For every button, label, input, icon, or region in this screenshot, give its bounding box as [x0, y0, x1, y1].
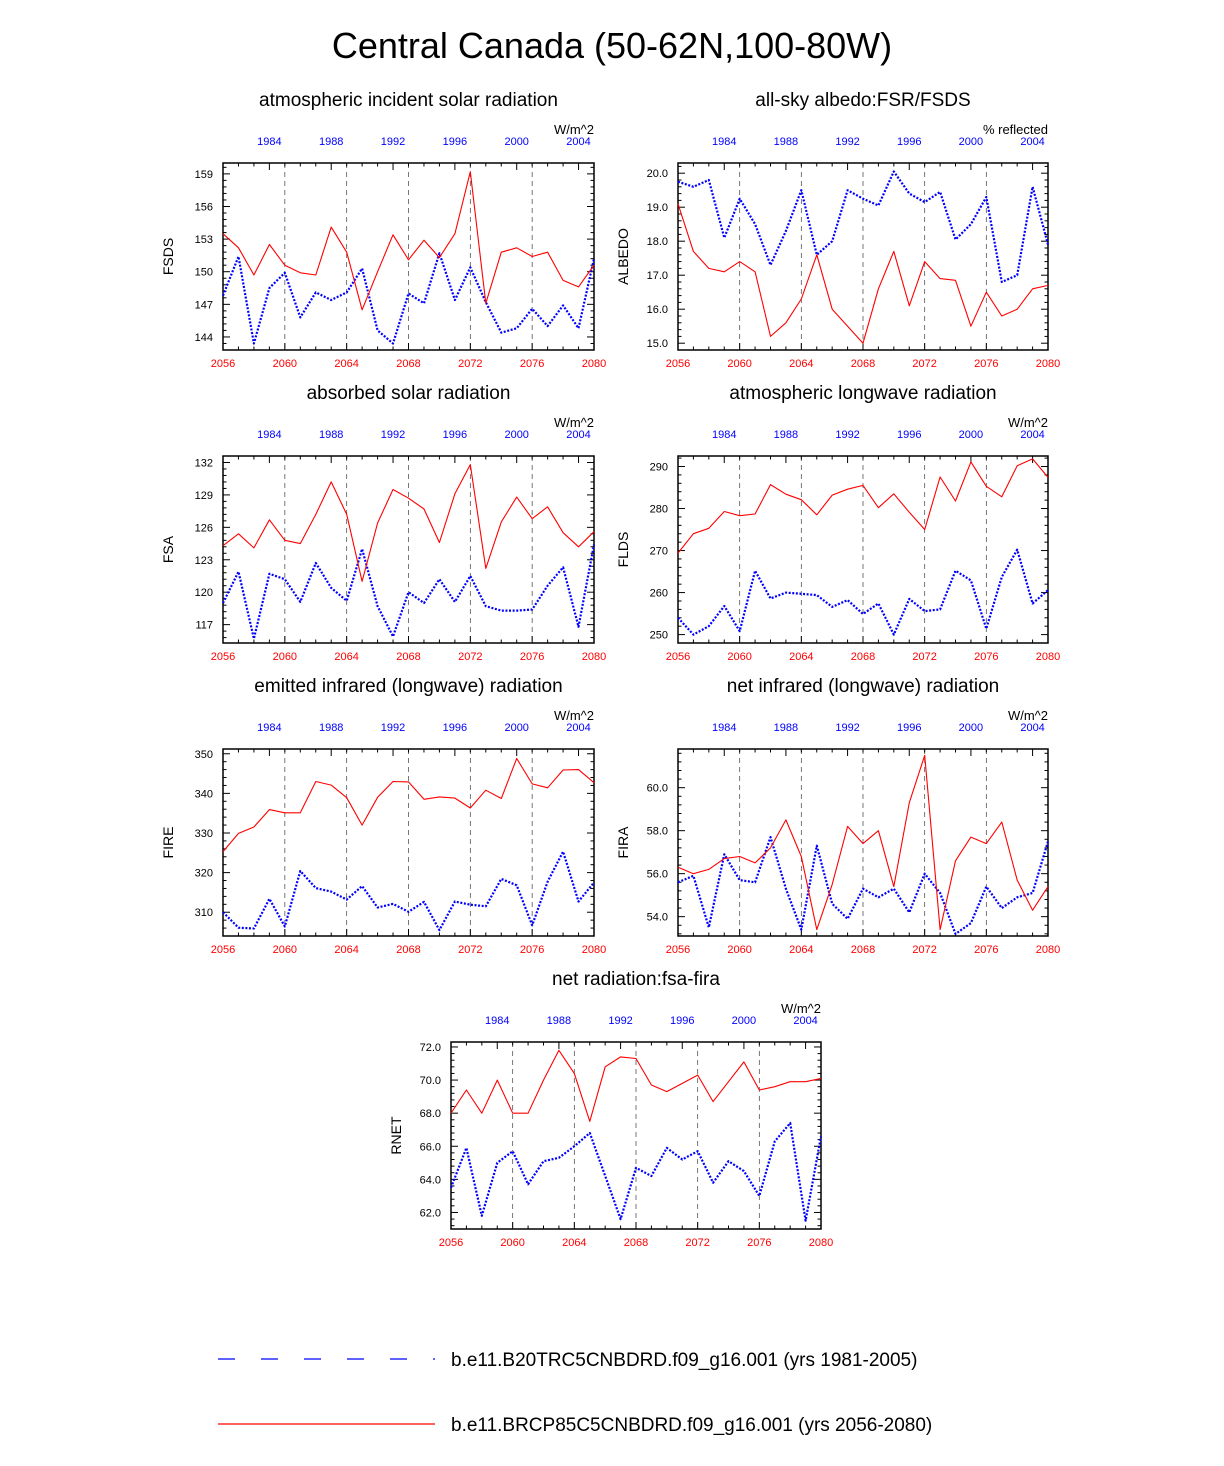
y-tick-label: 120 — [194, 587, 213, 600]
x-bottom-tick-label: 2076 — [974, 651, 999, 663]
y-tick-label: 123 — [194, 554, 213, 567]
x-top-tick-label: 1996 — [897, 136, 922, 148]
y-tick-label: 132 — [194, 457, 213, 470]
y-tick-label: 260 — [649, 587, 668, 600]
x-top-tick-label: 2000 — [958, 136, 984, 148]
y-axis-label: FIRA — [615, 826, 631, 859]
y-tick-label: 320 — [194, 867, 213, 880]
x-top-tick-label: 2004 — [1020, 136, 1045, 148]
y-tick-label: 126 — [194, 522, 213, 535]
x-bottom-tick-label: 2056 — [438, 1237, 464, 1249]
x-bottom-tick-label: 2060 — [272, 651, 298, 663]
y-tick-label: 56.0 — [646, 868, 668, 881]
x-bottom-tick-label: 2060 — [500, 1237, 525, 1249]
units-label: % reflected — [982, 122, 1048, 137]
panel-title: absorbed solar radiation — [306, 383, 511, 404]
x-bottom-tick-label: 2064 — [789, 358, 814, 370]
y-tick-label: 290 — [649, 461, 668, 474]
x-top-tick-label: 2000 — [504, 722, 529, 734]
x-bottom-tick-label: 2072 — [912, 651, 937, 663]
panel-rnet — [388, 969, 833, 1249]
y-tick-label: 350 — [194, 748, 213, 761]
x-top-tick-label: 2000 — [504, 429, 529, 441]
x-top-tick-label: 2000 — [731, 1015, 757, 1027]
x-bottom-tick-label: 2072 — [458, 358, 483, 370]
figure-title: Central Canada (50-62N,100-80W) — [331, 25, 893, 66]
x-bottom-tick-label: 2060 — [727, 944, 752, 956]
y-tick-label: 17.0 — [646, 270, 668, 283]
panel-title: all-sky albedo:FSR/FSDS — [755, 90, 971, 111]
panel-title: net infrared (longwave) radiation — [726, 676, 1000, 697]
panel-fsa — [160, 383, 606, 663]
panel-fira — [615, 676, 1060, 956]
x-bottom-tick-label: 2064 — [334, 651, 359, 663]
y-tick-label: 15.0 — [646, 338, 668, 351]
y-tick-label: 19.0 — [646, 202, 668, 215]
x-top-tick-label: 1988 — [318, 429, 344, 441]
y-axis-label: FSA — [160, 535, 176, 564]
x-bottom-tick-label: 2064 — [789, 944, 814, 956]
y-axis-label: FSDS — [160, 237, 176, 276]
x-bottom-tick-label: 2060 — [727, 651, 752, 663]
legend-label-historical: b.e11.B20TRC5CNBDRD.f09_g16.001 (yrs 1981-2005) — [451, 1350, 918, 1371]
series-line-historical — [223, 852, 594, 931]
x-bottom-tick-label: 2080 — [1035, 651, 1061, 663]
x-top-tick-label: 1996 — [670, 1015, 695, 1027]
y-tick-label: 62.0 — [419, 1207, 441, 1220]
x-top-tick-label: 1984 — [712, 722, 737, 734]
x-top-tick-label: 1984 — [257, 136, 282, 148]
x-bottom-tick-label: 2064 — [789, 651, 814, 663]
y-tick-label: 159 — [194, 168, 213, 181]
x-bottom-tick-label: 2060 — [727, 358, 752, 370]
y-tick-label: 150 — [194, 266, 213, 279]
x-top-tick-label: 2004 — [1020, 722, 1045, 734]
x-bottom-tick-label: 2056 — [665, 358, 691, 370]
units-label: W/m^2 — [553, 415, 594, 430]
x-bottom-tick-label: 2068 — [623, 1237, 649, 1249]
y-tick-label: 270 — [649, 545, 668, 558]
x-top-tick-label: 1992 — [380, 429, 406, 441]
y-tick-label: 153 — [194, 234, 213, 247]
x-top-tick-label: 2004 — [566, 429, 591, 441]
x-top-tick-label: 1996 — [442, 136, 468, 148]
panel-title: emitted infrared (longwave) radiation — [254, 676, 563, 697]
x-bottom-tick-label: 2056 — [210, 651, 236, 663]
x-bottom-tick-label: 2076 — [519, 358, 545, 370]
x-top-tick-label: 1984 — [712, 429, 737, 441]
x-bottom-tick-label: 2068 — [850, 358, 876, 370]
x-bottom-tick-label: 2056 — [665, 651, 691, 663]
units-label: W/m^2 — [553, 122, 594, 137]
legend — [218, 1350, 932, 1436]
x-bottom-tick-label: 2072 — [685, 1237, 710, 1249]
x-bottom-tick-label: 2068 — [396, 358, 421, 370]
panel-title: atmospheric longwave radiation — [729, 383, 997, 404]
x-bottom-tick-label: 2072 — [458, 944, 483, 956]
panel-albedo — [615, 90, 1060, 370]
x-bottom-tick-label: 2076 — [747, 1237, 772, 1249]
x-top-tick-label: 1996 — [897, 722, 922, 734]
y-tick-label: 18.0 — [646, 236, 668, 249]
x-bottom-tick-label: 2060 — [272, 358, 298, 370]
x-top-tick-label: 1996 — [442, 429, 468, 441]
x-top-tick-label: 1988 — [318, 136, 344, 148]
x-bottom-tick-label: 2068 — [850, 944, 876, 956]
y-tick-label: 72.0 — [419, 1041, 441, 1054]
x-bottom-tick-label: 2056 — [665, 944, 691, 956]
y-tick-label: 58.0 — [646, 825, 668, 838]
units-label: W/m^2 — [1007, 708, 1048, 723]
x-top-tick-label: 1992 — [380, 722, 406, 734]
x-bottom-tick-label: 2064 — [334, 358, 359, 370]
x-bottom-tick-label: 2068 — [396, 651, 421, 663]
y-axis-label: FLDS — [615, 531, 631, 568]
x-top-tick-label: 1996 — [897, 429, 922, 441]
x-top-tick-label: 1992 — [380, 136, 406, 148]
units-label: W/m^2 — [780, 1001, 821, 1016]
x-top-tick-label: 1984 — [485, 1015, 510, 1027]
panel-title: atmospheric incident solar radiation — [259, 90, 558, 111]
x-top-tick-label: 1996 — [442, 722, 468, 734]
y-tick-label: 64.0 — [419, 1174, 441, 1187]
x-bottom-tick-label: 2080 — [808, 1237, 834, 1249]
x-top-tick-label: 1992 — [835, 429, 860, 441]
x-top-tick-label: 2004 — [793, 1015, 818, 1027]
units-label: W/m^2 — [553, 708, 594, 723]
x-bottom-tick-label: 2056 — [210, 944, 236, 956]
x-bottom-tick-label: 2076 — [519, 944, 545, 956]
x-bottom-tick-label: 2076 — [519, 651, 545, 663]
y-tick-label: 147 — [194, 299, 213, 312]
x-bottom-tick-label: 2076 — [974, 358, 999, 370]
x-top-tick-label: 1988 — [546, 1015, 572, 1027]
x-top-tick-label: 2000 — [504, 136, 529, 148]
y-tick-label: 117 — [195, 619, 213, 632]
x-top-tick-label: 2004 — [1020, 429, 1045, 441]
x-top-tick-label: 1992 — [608, 1015, 633, 1027]
y-tick-label: 310 — [194, 907, 213, 920]
x-bottom-tick-label: 2068 — [850, 651, 876, 663]
x-top-tick-label: 2004 — [566, 136, 591, 148]
y-tick-label: 156 — [194, 201, 213, 214]
x-bottom-tick-label: 2080 — [581, 358, 607, 370]
x-top-tick-label: 1988 — [318, 722, 344, 734]
x-bottom-tick-label: 2080 — [1035, 358, 1061, 370]
units-label: W/m^2 — [1007, 415, 1048, 430]
x-bottom-tick-label: 2080 — [1035, 944, 1061, 956]
x-top-tick-label: 1984 — [712, 136, 737, 148]
x-top-tick-label: 1988 — [773, 429, 799, 441]
x-bottom-tick-label: 2072 — [912, 358, 937, 370]
x-bottom-tick-label: 2072 — [458, 651, 483, 663]
y-tick-label: 330 — [194, 827, 213, 840]
y-tick-label: 340 — [194, 788, 213, 801]
x-top-tick-label: 2000 — [958, 429, 984, 441]
x-top-tick-label: 1992 — [835, 136, 860, 148]
y-tick-label: 66.0 — [419, 1141, 441, 1154]
x-top-tick-label: 2004 — [566, 722, 591, 734]
x-bottom-tick-label: 2080 — [581, 651, 607, 663]
x-bottom-tick-label: 2072 — [912, 944, 937, 956]
x-bottom-tick-label: 2064 — [562, 1237, 587, 1249]
panel-flds — [615, 383, 1060, 663]
y-tick-label: 16.0 — [646, 304, 668, 317]
x-top-tick-label: 1984 — [257, 429, 282, 441]
y-axis-label: RNET — [388, 1116, 404, 1155]
x-bottom-tick-label: 2056 — [210, 358, 236, 370]
x-top-tick-label: 1988 — [773, 136, 799, 148]
panel-fire — [160, 676, 606, 956]
x-bottom-tick-label: 2076 — [974, 944, 999, 956]
x-top-tick-label: 1984 — [257, 722, 282, 734]
x-top-tick-label: 2000 — [958, 722, 984, 734]
y-axis-label: FIRE — [160, 826, 176, 859]
y-tick-label: 68.0 — [419, 1108, 441, 1121]
y-tick-label: 250 — [649, 629, 668, 642]
x-top-tick-label: 1992 — [835, 722, 860, 734]
legend-label-future: b.e11.BRCP85C5CNBDRD.f09_g16.001 (yrs 2056-2080) — [451, 1415, 933, 1436]
x-bottom-tick-label: 2068 — [396, 944, 421, 956]
panel-title: net radiation:fsa-fira — [552, 969, 720, 990]
x-bottom-tick-label: 2064 — [334, 944, 359, 956]
panel-fsds — [160, 90, 606, 370]
y-tick-label: 54.0 — [646, 911, 668, 924]
y-tick-label: 129 — [194, 489, 213, 502]
y-tick-label: 280 — [649, 503, 668, 516]
y-tick-label: 144 — [194, 331, 213, 344]
x-bottom-tick-label: 2060 — [272, 944, 298, 956]
y-axis-label: ALBEDO — [615, 228, 631, 285]
y-tick-label: 70.0 — [419, 1075, 441, 1088]
x-bottom-tick-label: 2080 — [581, 944, 607, 956]
y-tick-label: 60.0 — [646, 782, 668, 795]
x-top-tick-label: 1988 — [773, 722, 799, 734]
y-tick-label: 20.0 — [646, 168, 668, 181]
